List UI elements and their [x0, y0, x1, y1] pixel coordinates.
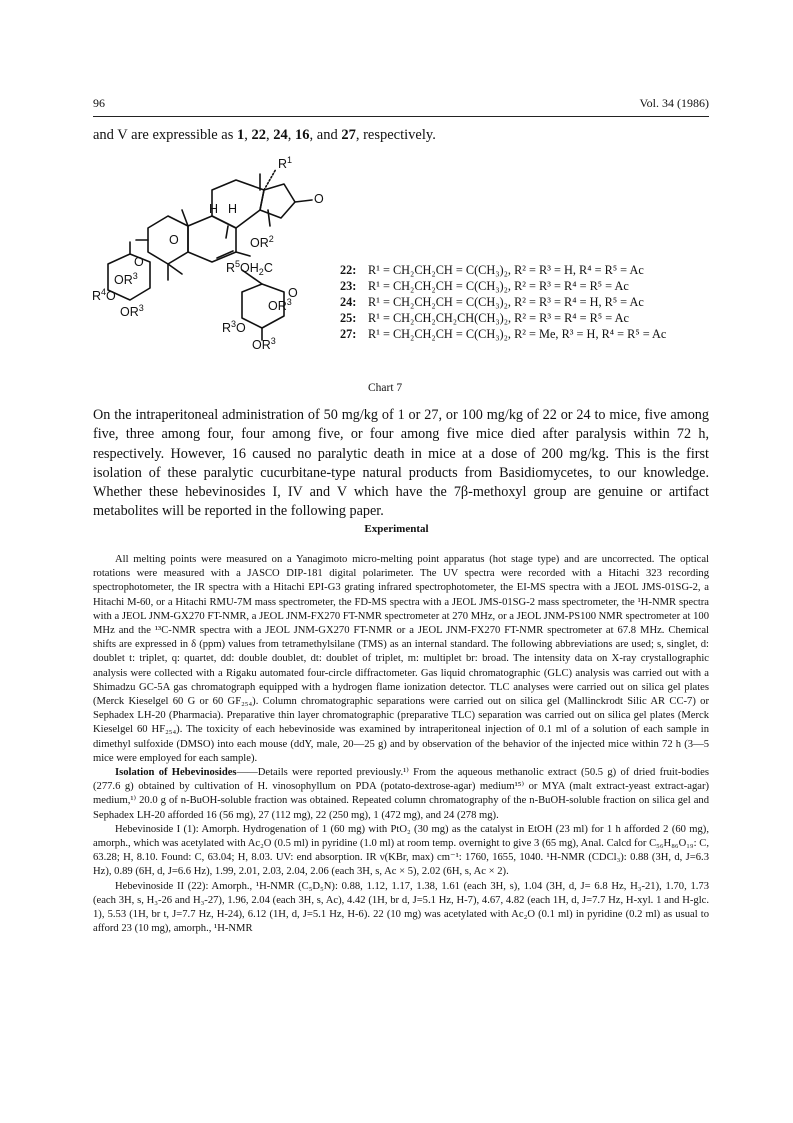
compound-ref: 22	[251, 127, 267, 143]
experimental-text	[93, 553, 709, 936]
ketone-o-label: O	[314, 192, 324, 206]
chemical-structure	[92, 152, 342, 352]
or3-label-c: $OR^3$	[268, 297, 292, 313]
experimental-paragraph: All melting points were measured on a Yanagimoto micro-melting point apparatus (hot stage type) and are uncorrected. The optical rotations were measured with a JASCO DIP-181 digital polarimeter. The UV spectra were recorded with a Hitachi 323 recording spectrophotometer, the IR spectra with a Hitachi EPI-G3 grating infrared spectrophotometer, the EI-MS spectra with a JEOL JMS-01SG-2, a Hitachi M-60, or a Hitachi RMU-7M mass spectrometer, the FD-MS spectra with a JEOL JMS-01SG-2 mass spectrometer, the ¹H-NMR spectra with a JEOL JNM-GX270 FT-NMR, a JEOL JNM-FX270 FT-NMR spectrometer at 270 MHz, or a JEOL JNM-PS100 NMR spectrometer at 100 MHz and the ¹³C-NMR spectra with a JEOL JNM-GX270 FT-NMR or a JEOL JNM-FX270 FT-NMR spectrometer at 67.8 MHz. Chemical shifts are expressed in δ (ppm) values from tetramethylsilane (TMS) as an internal standard. The following abbreviations are used; s, singlet, d: doublet t: triplet, q: quartet, dd: double doublet, dt: doublet of triplet, m: multiplet br: broad. The intensity data on X-ray crystallographic analysis were collected with a Rigaku automated four-circle diffractometer. Gas liquid chromatographic (GLC) analysis was carried out with a Shimadzu GC-5A gas chromatograph equipped with a hydrogen flame ionization detector. TLC analyses were carried out on silica gel plates (Merck Kieselgel 60 G or 60 GF₂₅₄). Column chromatographic separations were carried out on silica gel (Mallinckrodt Silic AR CC-7) or Sephadex LH-20 (Pharmacia). Preparative thin layer chromatographic (preparative TLC) separation was carried out on silica gel plates (Merck Kieselgel 60 HF₂₅₄). The toxicity of each hebevinoside was examined by intraperitoneal injection of 0.1 ml of a solution of each sample in dimethyl sulfoxide (DMSO) into each mouse (ddY, male, 20—25 g) and by observation of the behavior of the injected mice within 72 h (3—5 mice were employed for each sample).	[93, 554, 709, 764]
compound-ref: 1	[237, 127, 245, 143]
compound-line: 22: R¹ = CH₂CH₂CH = C(CH₃)₂, R² = R³ = H, R⁴ = R⁵ = Ac	[340, 263, 644, 277]
compound-line: 25: R¹ = CH₂CH₂CH₂CH(CH₃)₂, R² = R³ = R⁴ = R⁵ = Ac	[340, 311, 629, 325]
r3o-label: $R^3O$	[222, 319, 246, 335]
glc-ring-o-label: O	[288, 286, 298, 300]
chart-caption: Chart 7	[368, 382, 403, 394]
body-paragraph: On the intraperitoneal administration of 50 mg/kg of 1 or 27, or 100 mg/kg of 22 or 24 to mice, five among five, three among four, four among five, or four among five mice died after paralysis within 72 h, respectively. However, 16 caused no paralytic death in mice at a dose of 200 mg/kg. This is the first isolation of these paralytic cucurbitane-type natural products from Basidiomycetes, to our knowledge. Whether these hebevinosides I, IV and V which have the 7β-methoxyl group are genuine or artifact metabolites will be reported in the following paper.	[93, 407, 709, 520]
r5-label: $R^5OH_2C$	[226, 259, 273, 277]
h-label-right: H	[228, 202, 238, 216]
section-heading: Experimental	[364, 523, 429, 535]
compound-line: 27: R¹ = CH₂CH₂CH = C(CH₃)₂, R² = Me, R³ = H, R⁴ = R⁵ = Ac	[340, 327, 667, 341]
page-number: 96	[93, 96, 105, 110]
volume-label: Vol. 34 (1986)	[639, 96, 709, 110]
xyl-ring-o-label: O	[134, 255, 144, 269]
compound-line: 23: R¹ = CH₂CH₂CH = C(CH₃)₂, R² = R³ = R⁴ = R⁵ = Ac	[340, 279, 629, 293]
or3-label-b: $OR^3$	[120, 303, 144, 319]
r4o-label: $R^4O$	[92, 287, 116, 303]
or2-label: $OR^2$	[250, 234, 274, 250]
compound-ref: 27	[341, 127, 356, 143]
compound-line: 24: R¹ = CH₂CH₂CH = C(CH₃)₂, R² = R³ = R⁴ = H, R⁵ = Ac	[340, 295, 644, 309]
ether-o-label: O	[169, 233, 179, 247]
h-label-left: H	[209, 202, 219, 216]
compound-ref: 16	[295, 127, 310, 143]
compound-ref: 24	[273, 127, 288, 143]
or3-label-a: $OR^3$	[114, 271, 138, 287]
r1-label: $R^1$	[278, 155, 293, 171]
isolation-heading: Isolation of Hebevinosides	[115, 767, 237, 779]
hebevinoside-i-paragraph: Hebevinoside I (1): Amorph. Hydrogenation of 1 (60 mg) with PtO₂ (30 mg) as the catalyst in EtOH (23 ml) for 1 h afforded 2 (60 mg), amorph., which was acetylated with Ac₂O (0.5 ml) in pyridine (1.0 ml) at room temp. overnight to give 3 (65 mg), Anal. Calcd for C₅₆H₈₆O₁₉: C, 63.28; H, 8.10. Found: C, 63.04; H, 8.03. UV: end absorption. IR ν(KBr, max) cm⁻¹: 1760, 1655, 1040. ¹H-NMR (CDCl₃): 0.88 (3H, d, J=6.3 Hz), 0.89 (6H, d, J=6.6 Hz), 1.99, 2.01, 2.03, 2.04, 2.06 (each 3H, s, Ac × 5), 2.02 (6H, s, Ac × 2).	[93, 823, 709, 878]
or3-label-d: $OR^3$	[252, 336, 276, 352]
header-rule	[93, 116, 709, 117]
isolation-paragraph: Isolation of Hebevinosides——Details were reported previously.¹⁾ From the aqueous methanolic extract (50.5 g) of dried fruit-bodies (277.6 g) obtained by cultivation of H. vinosophyllum on PDA (potato-dextrose-agar) medium¹⁵⁾ or MYA (malt extract-yeast extract-agar) medium,¹⁾ 20.0 g of n-BuOH-soluble fraction was obtained. Repeated column chromatography of the n-BuOH-soluble fraction on silica gel and Sephadex LH-20 afforded 16 (56 mg), 27 (112 mg), 22 (250 mg), 1 (472 mg), and 24 (278 mg).	[93, 767, 710, 821]
hebevinoside-ii-paragraph: Hebevinoside II (22): Amorph., ¹H-NMR (C₅D₅N): 0.88, 1.12, 1.17, 1.38, 1.61 (each 3H, s), 1.04 (3H, d, J= 6.8 Hz, H₃-21), 1.70, 1.73 (each 3H, s, H₃-26 and H₃-27), 1.96, 2.04 (each 3H, s, Ac), 4.42 (1H, br d, J=5.1 Hz, H-7), 4.67, 4.82 (each 1H, d, J=7.7 Hz, H-xyl. 1 and H-glc. 1), 5.53 (1H, br t, J=7.7 Hz, H-24), 6.12 (1H, d, J=5.1 Hz, H-6). 22 (10 mg) was acetylated with Ac₂O (0.1 ml) in pyridine (0.2 ml) as usual to afford 23 (10 mg), amorph., ¹H-NMR	[93, 880, 709, 935]
intro-line: and V are expressible as 1, 22, 24, 16, and 27, respectively.	[93, 127, 436, 143]
